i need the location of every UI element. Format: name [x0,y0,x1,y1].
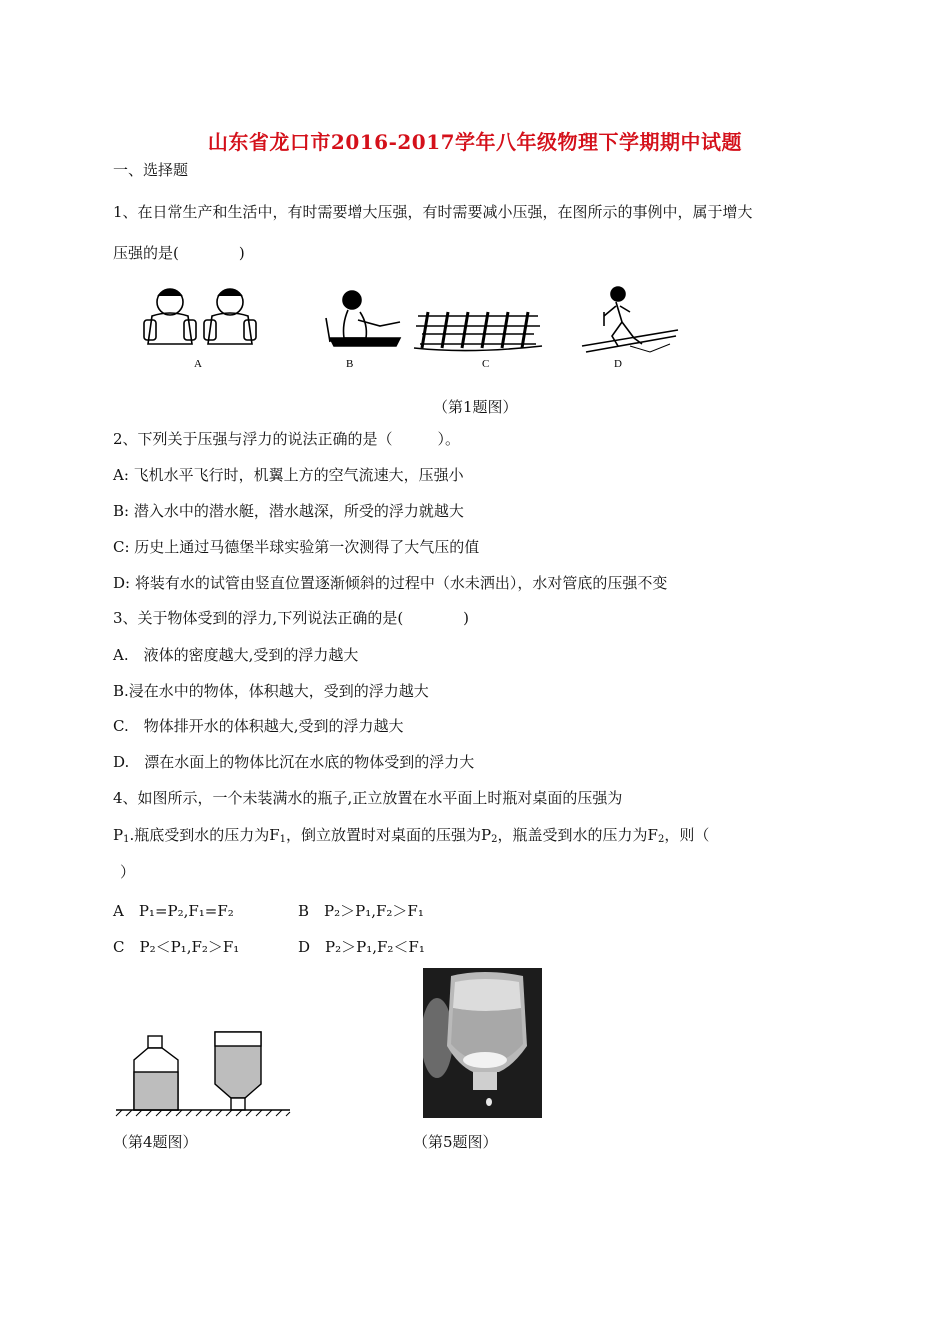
q3-option-b: B.浸在水中的物体，体积越大，受到的浮力越大 [113,682,429,700]
backpack-students-drawing [144,289,256,344]
q5-photo [423,968,542,1118]
page-title: 山东省龙口市2016-2017学年八年级物理下学期期中试题 [207,130,743,154]
q3-option-a: A. 液体的密度越大,受到的浮力越大 [113,646,359,664]
q4-option-d: D P₂＞P₁,F₂＜F₁ [298,938,425,956]
q4-figure-caption: （第4题图） [113,1133,198,1151]
q1-figure-caption: （第1题图） [433,398,518,416]
q2-option-c: C: 历史上通过马德堡半球实验第一次测得了大气压的值 [113,538,480,556]
q1-figure [130,282,690,374]
inverted-bottle-drawing [215,1032,261,1110]
q4-figure [112,1028,294,1118]
q5-figure-caption: （第5题图） [413,1133,498,1151]
q4-option-b: B P₂＞P₁,F₂＞F₁ [298,902,424,920]
q1-label-a: A [194,358,202,370]
q2-option-d: D: 将装有水的试管由竖直位置逐渐倾斜的过程中（水未洒出），水对管底的压强不变 [113,574,668,592]
woman-cutting-drawing [326,291,400,346]
q3-stem: 3、关于物体受到的浮力,下列说法正确的是( ) [113,609,470,627]
q1-label-c: C [482,358,490,370]
q4-option-a: A P₁=P₂,F₁=F₂ [113,902,234,920]
railway-track-drawing [414,312,542,351]
skier-drawing [582,287,678,352]
section-heading: 一、选择题 [113,161,189,179]
q2-stem: 2、下列关于压强与浮力的说法正确的是（ ）。 [113,430,461,448]
q1-stem-line2: 压强的是( ) [113,244,245,262]
q3-option-c: C. 物体排开水的体积越大,受到的浮力越大 [113,717,404,735]
q1-label-d: D [614,358,622,370]
upright-bottle-drawing [134,1036,178,1110]
q2-option-b: B: 潜入水中的潜水艇，潜水越深，所受的浮力就越大 [113,502,464,520]
q1-stem-line1: 1、在日常生产和生活中，有时需要增大压强，有时需要减小压强，在图所示的事例中，属于增大 [113,203,753,221]
q2-option-a: A: 飞机水平飞行时，机翼上方的空气流速大，压强小 [113,466,464,484]
q4-stem-line3: ） [120,863,136,881]
q3-option-d: D. 漂在水面上的物体比沉在水底的物体受到的浮力大 [113,753,475,771]
q4-stem-line1: 4、如图所示，一个未装满水的瓶子,正立放置在水平面上时瓶对桌面的压强为 [113,789,623,807]
q4-option-c: C P₂＜P₁,F₂＞F₁ [113,938,240,956]
q1-label-b: B [346,358,354,370]
table-surface-drawing [116,1110,290,1116]
q4-stem-line2: $P_1$.瓶底受到水的压力为$F_1$，倒立放置时对桌面的压强为$P_2$，瓶盖受到水的压力为$F_2$，则（ [113,826,710,845]
